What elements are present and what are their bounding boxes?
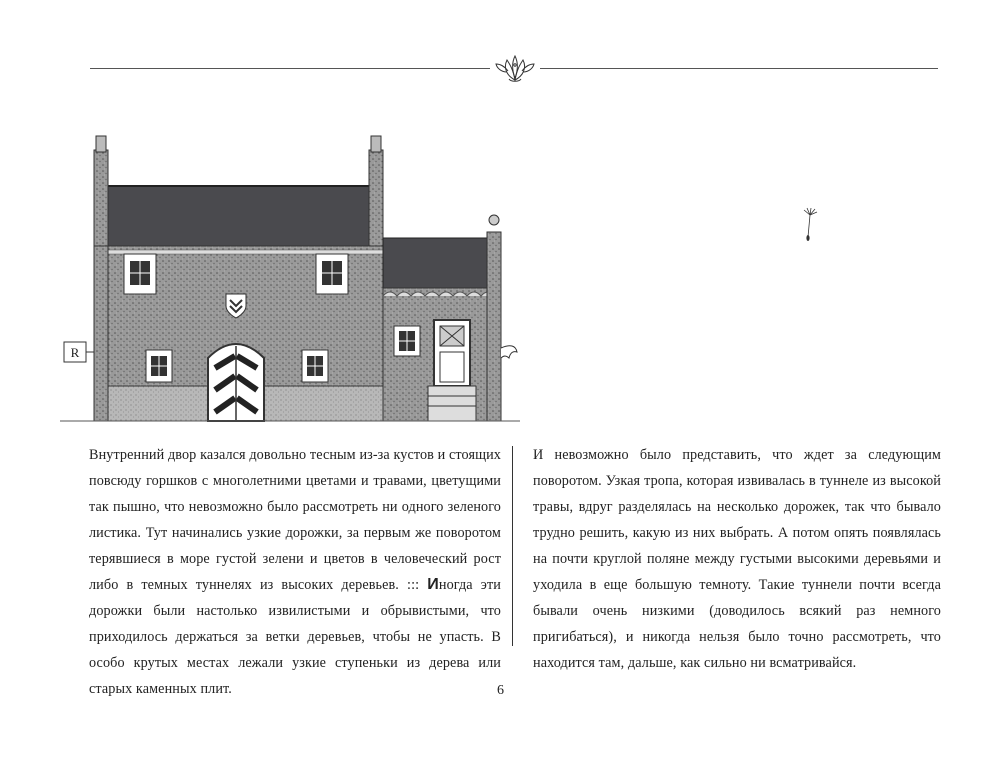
page-number: 6 bbox=[497, 683, 504, 698]
header-rule-left bbox=[90, 68, 490, 69]
lotus-ornament-icon bbox=[493, 52, 537, 84]
paragraph-text: Внутренний двор казался довольно тесным из-за кустов и стоящих повсюду горшков с многолетними цветами и травами, цветущими так пышно, что невозможно было рассмотреть ни одного зеленого листика. Тут начинались узкие дорожки, за первым же поворотом терявшиеся в море густой зелени и цветов в человеческий рост либо в темных туннелях из высоких деревьев. ::: bbox=[89, 447, 501, 593]
text-column-right bbox=[533, 442, 941, 676]
house-illustration bbox=[60, 128, 520, 423]
sign-letter: R bbox=[70, 345, 80, 360]
header-rule-right bbox=[540, 68, 938, 69]
paragraph-text: И невозможно было представить, что ждет за следующим поворотом. Узкая тропа, которая извивалась в туннеле из высокой травы, вдруг разделялась на несколько дорожек, так что бывало трудно решить, какую из них выбрать. А потом опять появлялась на почти круглой поляне между густыми высокими деревьями и уходила в еще большую темноту. Такие туннели почти всегда бывали очень низкими (доводилось всякий раз немного пригибаться), и никогда нельзя было точно рассмотреть, что находится там, дальше, как сильно ни всматривайся. bbox=[533, 447, 941, 671]
text-column-left bbox=[89, 442, 501, 702]
drop-marker: И bbox=[427, 576, 439, 593]
paragraph-text-continued: ногда эти дорожки были настолько извилистыми и обрывистыми, что приходилось держаться за ветки деревьев, чтобы не упасть. В особо крутых местах лежали узкие ступеньки из дерева или старых каменных плит. bbox=[89, 577, 501, 697]
column-divider bbox=[512, 446, 513, 646]
dandelion-seed-icon bbox=[800, 207, 820, 243]
